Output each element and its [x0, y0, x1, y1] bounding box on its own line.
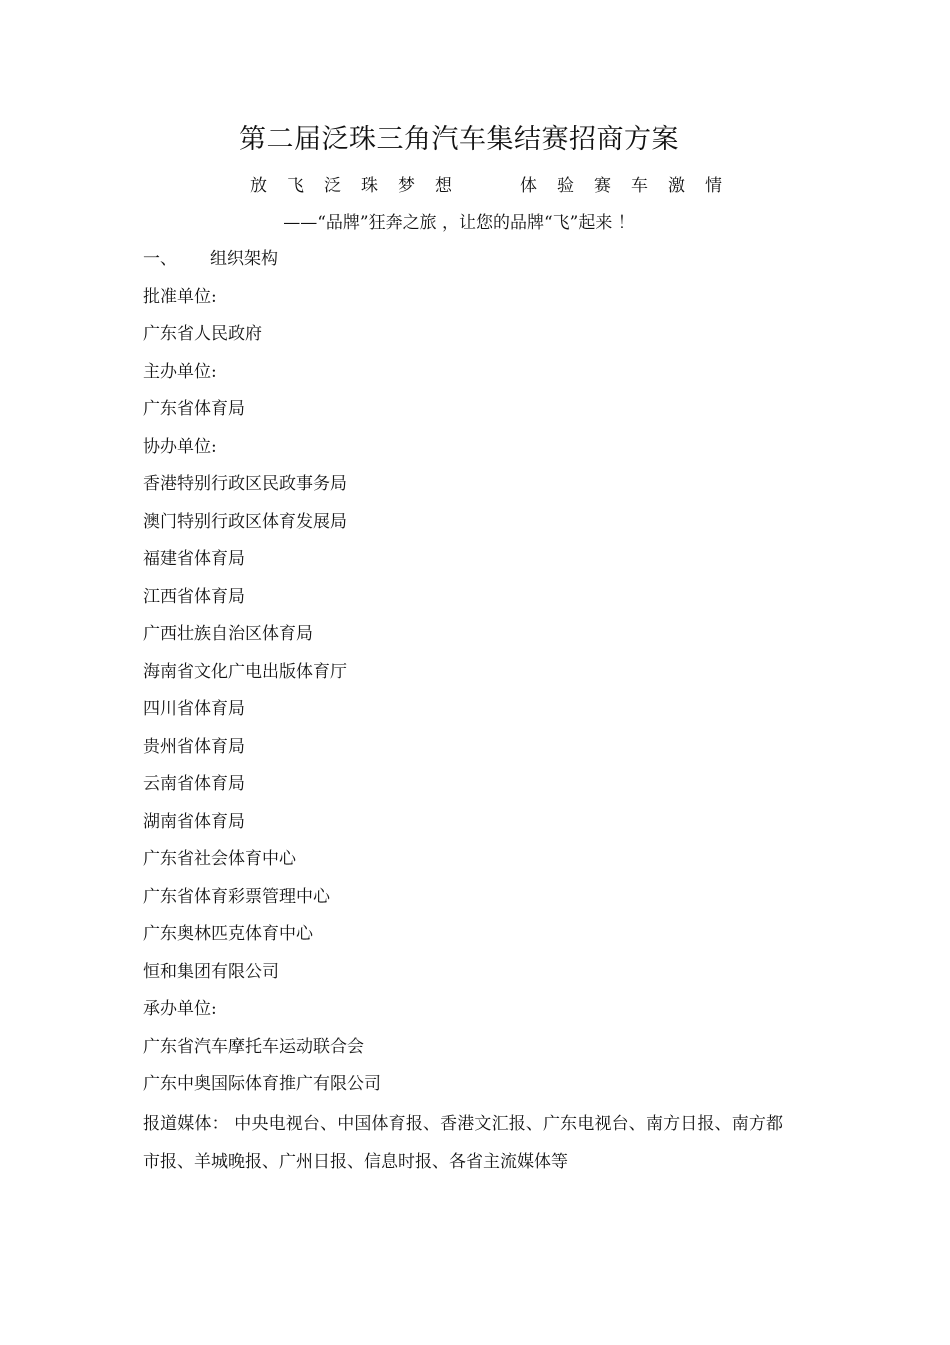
- slogan-char: 珠: [361, 176, 378, 196]
- slogan-char: 验: [557, 176, 574, 196]
- list-item: 广东中奥国际体育推广有限公司: [143, 1074, 381, 1094]
- media-paragraph: 报道媒体： 中央电视台、中国体育报、香港文汇报、广东电视台、南方日报、南方都市报、羊城晚报、广州日报、信息时报、各省主流媒体等: [143, 1114, 783, 1172]
- organization-list: [143, 244, 793, 1107]
- list-item: 湖南省体育局: [143, 811, 245, 832]
- slogan-char: 想: [435, 176, 452, 196]
- list-item: 批准单位:: [143, 286, 217, 307]
- list-item: 广东省体育彩票管理中心: [143, 886, 330, 907]
- list-item: 广东省体育局: [143, 399, 245, 419]
- section-title: 组织架构: [210, 249, 278, 269]
- list-item: 承办单位:: [143, 999, 217, 1019]
- slogan-char: 泛: [324, 176, 341, 196]
- list-item: 广东省人民政府: [143, 324, 262, 344]
- slogan-left: [250, 172, 472, 200]
- section-heading: [143, 244, 793, 282]
- list-item: 云南省体育局: [143, 774, 245, 794]
- section-number: 一、: [143, 249, 177, 269]
- slogan-char: 飞: [287, 176, 304, 196]
- list-item: 澳门特别行政区体育发展局: [143, 511, 347, 532]
- list-item: 恒和集团有限公司: [143, 961, 279, 982]
- list-item: 香港特别行政区民政事务局: [143, 474, 347, 494]
- slogan-char: 放: [250, 176, 267, 196]
- list-item: 海南省文化广电出版体育厅: [143, 661, 347, 682]
- slogan-char: 车: [631, 176, 648, 196]
- slogan-right: [520, 172, 742, 200]
- slogan-char: 情: [705, 176, 722, 196]
- slogan-char: 赛: [594, 176, 611, 196]
- slogan-char: 体: [520, 176, 537, 196]
- document-title: 第二届泛珠三角汽车集结赛招商方案: [239, 124, 679, 155]
- list-item: 广东奥林匹克体育中心: [143, 924, 313, 944]
- document-subtitle: ——“品牌”狂奔之旅 ，让您的品牌“飞”起来 ！: [283, 213, 635, 233]
- list-item: 协办单位:: [143, 436, 217, 457]
- list-item: 主办单位:: [143, 361, 217, 382]
- list-item: 江西省体育局: [143, 586, 245, 607]
- list-item: 福建省体育局: [143, 549, 245, 569]
- list-item: 广东省汽车摩托车运动联合会: [143, 1036, 364, 1057]
- list-item: 贵州省体育局: [143, 736, 245, 757]
- slogan-char: 梦: [398, 176, 415, 196]
- slogan-char: 激: [668, 176, 685, 196]
- list-item: 广东省社会体育中心: [143, 849, 296, 869]
- list-item: 四川省体育局: [143, 699, 245, 719]
- list-item: 广西壮族自治区体育局: [143, 624, 313, 644]
